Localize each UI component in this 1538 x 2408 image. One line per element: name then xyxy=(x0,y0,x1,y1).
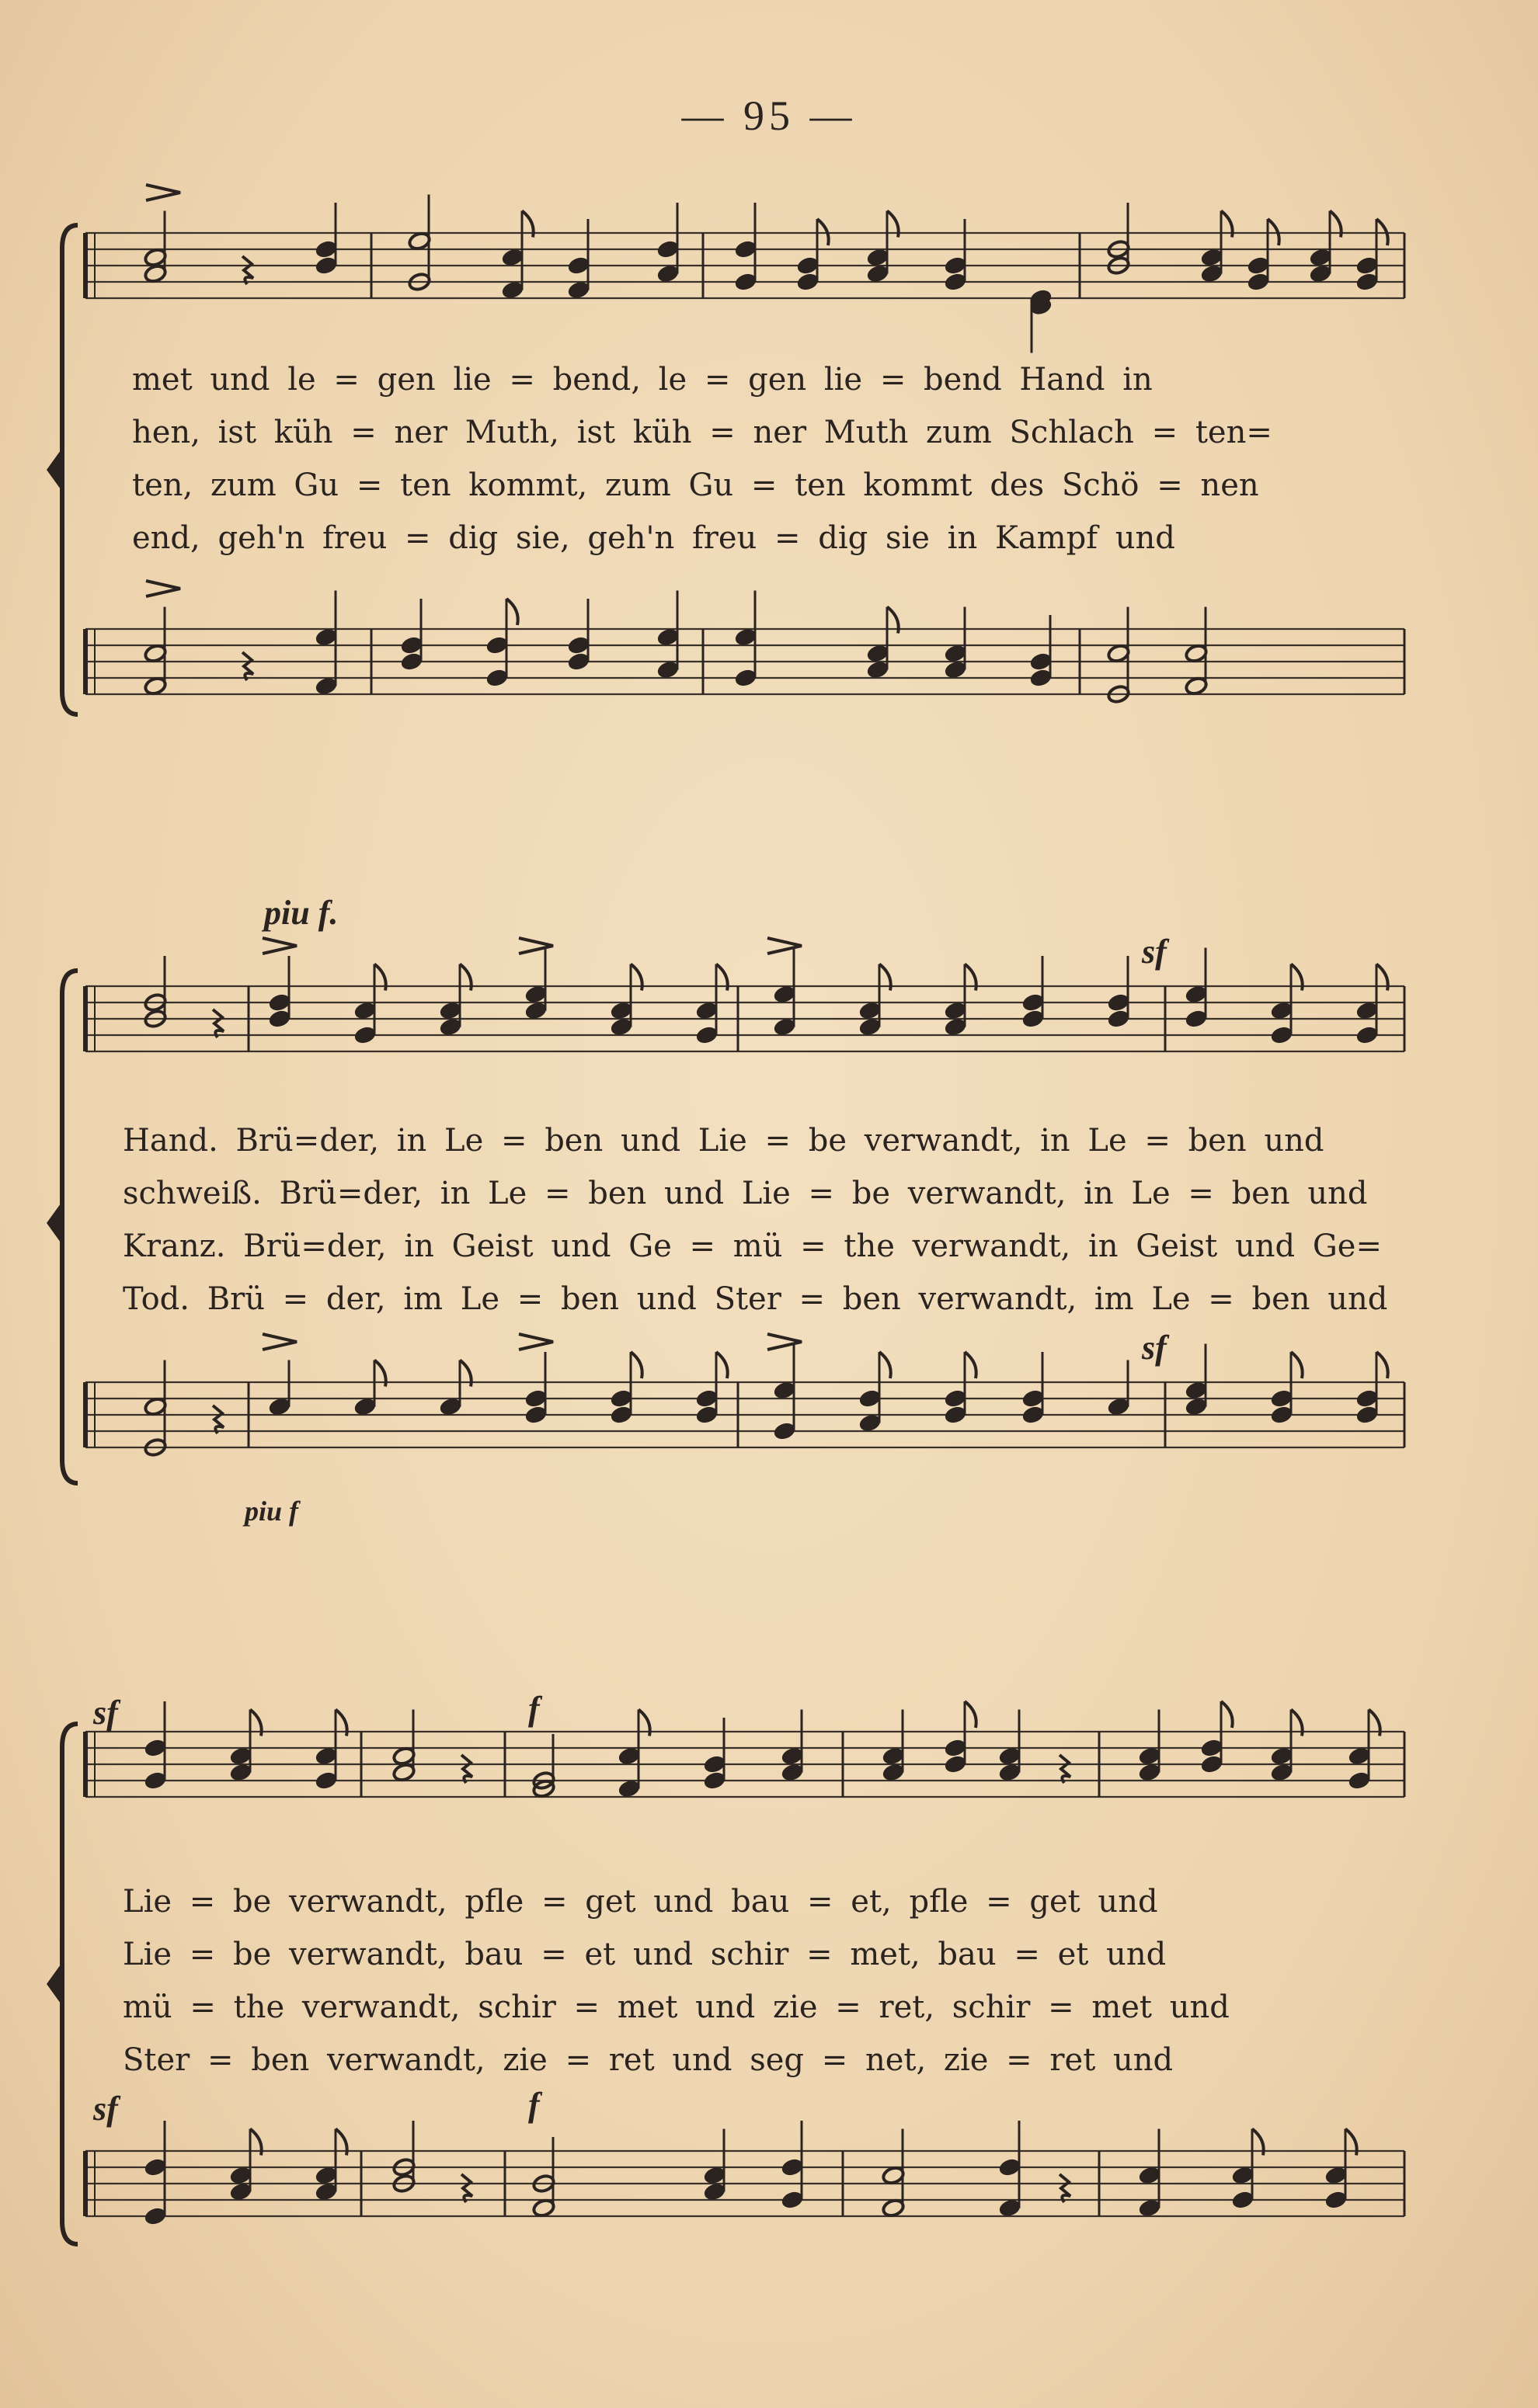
accent-marks xyxy=(146,185,180,200)
notes xyxy=(144,1701,1380,1798)
lyric-verse-2: hen, ist küh = ner Muth, ist küh = ner Muth zum Schlach = ten= xyxy=(132,415,1272,450)
notes xyxy=(144,591,1209,704)
notes xyxy=(144,195,1388,353)
system-3-upper-staff xyxy=(0,1677,1538,1879)
dynamic-piu-f: piu f. xyxy=(264,894,339,932)
system-1-upper-staff xyxy=(0,179,1538,380)
page-number: — 95 — xyxy=(681,92,857,139)
notes xyxy=(144,2121,1357,2226)
system-1-lower-staff xyxy=(0,567,1538,769)
lyric-verse-2: Lie = be verwandt, bau = et und schir = met, bau = et und xyxy=(123,1937,1167,1972)
system-1-lyrics xyxy=(132,353,1406,565)
dynamic-sf-system3: sf xyxy=(93,1694,118,1732)
lyric-verse-4: Ster = ben verwandt, zie = ret und seg = net, zie = ret und xyxy=(123,2042,1174,2078)
accent-marks xyxy=(263,938,802,954)
lyric-verse-1: Lie = be verwandt, pfle = get und bau = et, pfle = get und xyxy=(123,1884,1158,1920)
dynamic-f: f xyxy=(528,1690,540,1728)
rests xyxy=(213,1406,224,1433)
system-2-lower-staff xyxy=(0,1320,1538,1522)
lyric-verse-3: Kranz. Brü=der, in Geist und Ge = mü = the verwandt, in Geist und Ge= xyxy=(123,1228,1382,1264)
dynamic-f-lower: f xyxy=(528,2086,540,2124)
accent-marks xyxy=(146,581,180,596)
lyric-verse-1: Hand. Brü=der, in Le = ben und Lie = be verwandt, in Le = ben und xyxy=(123,1123,1324,1159)
lyric-verse-3: ten, zum Gu = ten kommt, zum Gu = ten kommt des Schö = nen xyxy=(132,467,1259,503)
rests xyxy=(242,256,253,284)
system-2-upper-staff xyxy=(0,924,1538,1126)
notes xyxy=(144,1344,1388,1458)
system-3-lyrics xyxy=(123,1875,1397,2087)
lyric-verse-3: mü = the verwandt, schir = met und zie = ret, schir = met und xyxy=(123,1989,1230,2025)
staff-lines xyxy=(85,2151,1404,2216)
dynamic-sf-lower: sf xyxy=(1142,1329,1167,1367)
notes xyxy=(144,948,1388,1045)
accent-marks xyxy=(263,1334,802,1350)
system-braces xyxy=(0,0,109,2408)
dynamic-piu-f-lower: piu f xyxy=(245,1496,299,1527)
dynamic-sf: sf xyxy=(1142,933,1167,971)
system-2-lyrics xyxy=(123,1114,1397,1326)
lyric-verse-4: end, geh'n freu = dig sie, geh'n freu = dig sie in Kampf und xyxy=(132,520,1175,556)
lyric-verse-2: schweiß. Brü=der, in Le = ben und Lie = be verwandt, in Le = ben und xyxy=(123,1176,1368,1211)
lyric-verse-1: met und le = gen lie = bend, le = gen lie = bend Hand in xyxy=(132,362,1153,398)
rests xyxy=(242,652,253,680)
rests xyxy=(213,1009,224,1037)
lyric-verse-4: Tod. Brü = der, im Le = ben und Ster = ben verwandt, im Le = ben und xyxy=(123,1281,1388,1317)
dynamic-sf-system3-lower: sf xyxy=(93,2090,118,2128)
system-3-lower-staff xyxy=(0,2089,1538,2291)
